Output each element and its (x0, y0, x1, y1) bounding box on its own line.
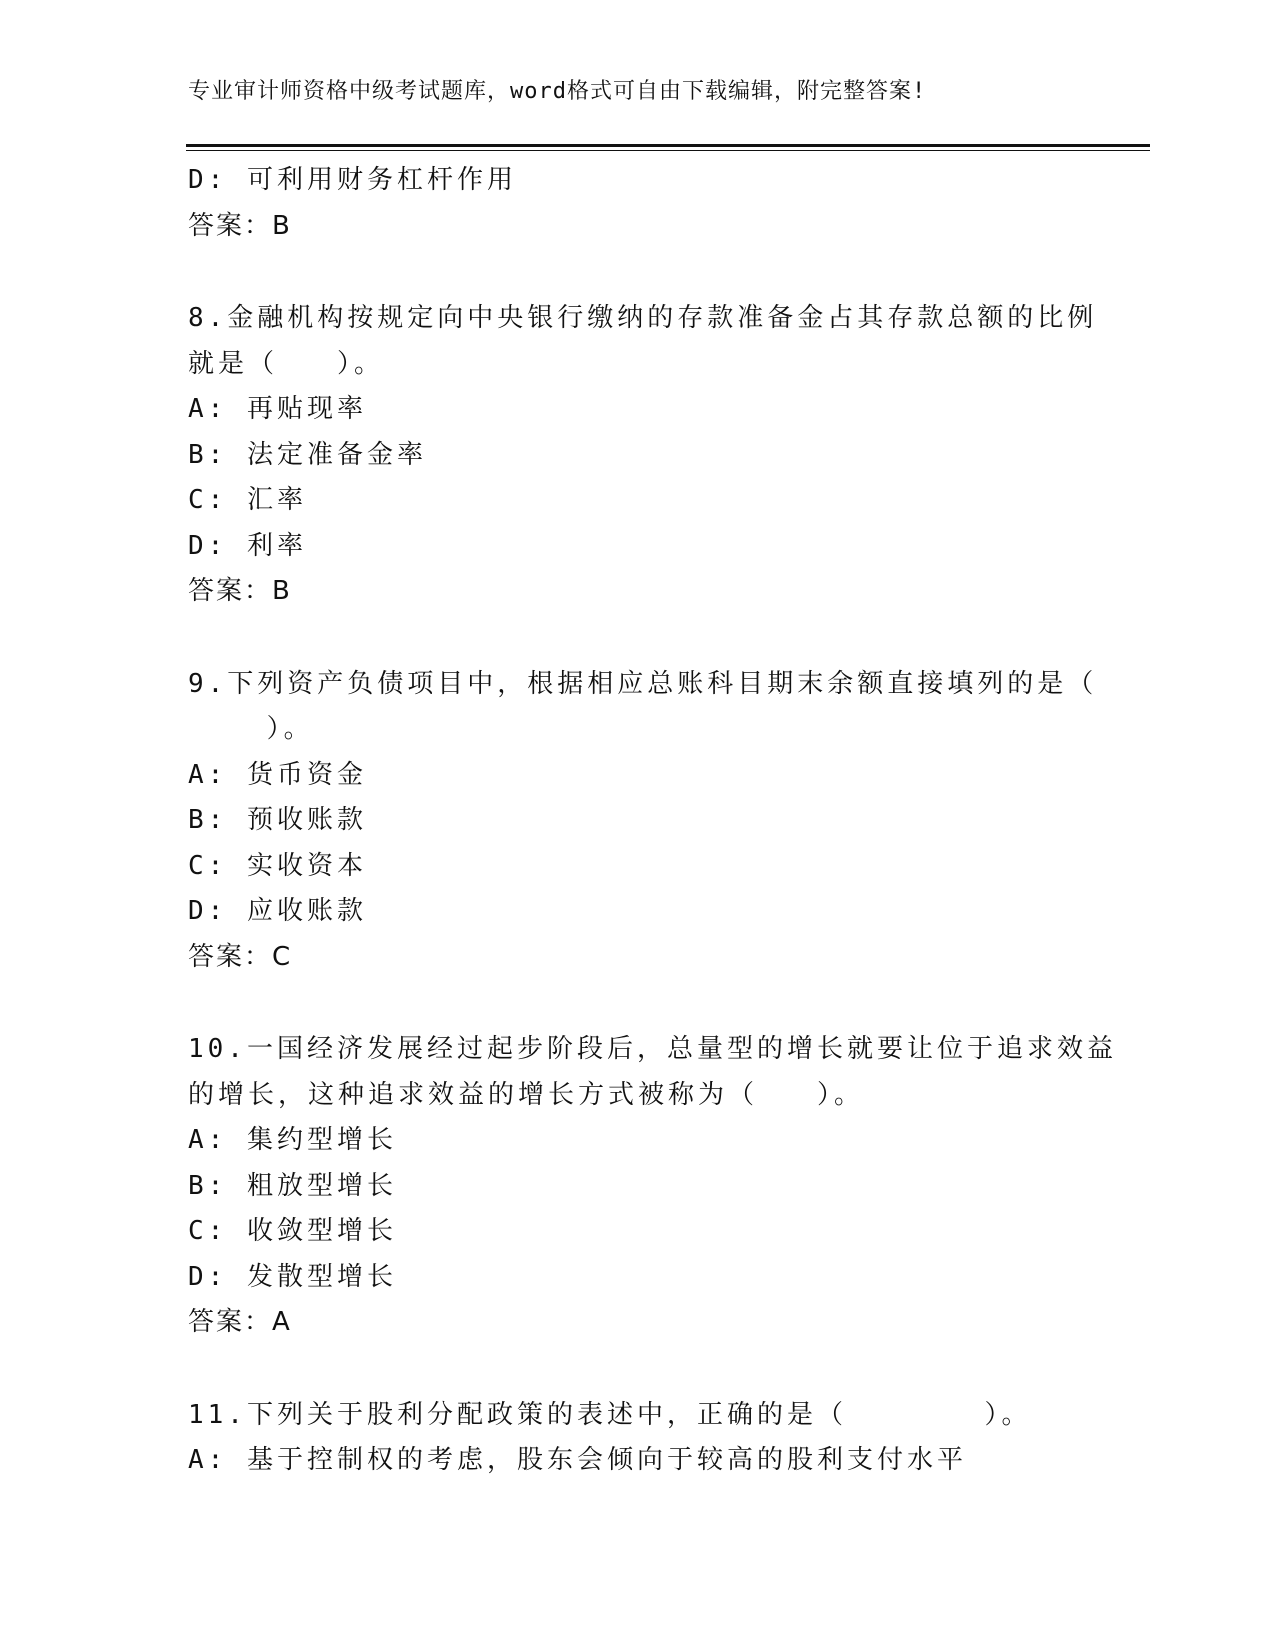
option-a: A: 集约型增长 (188, 1125, 397, 1155)
question-10 (188, 1027, 1117, 1346)
answer: 答案：B (188, 576, 292, 606)
option-d: D: 发散型增长 (188, 1261, 397, 1292)
spacer (188, 249, 1088, 296)
prev-answer: 答案：B (188, 210, 292, 241)
question-text: 8.金融机构按规定向中央银行缴纳的存款准备金占其存款总额的比例 (188, 303, 1098, 333)
option-c: C: 实收资本 (188, 850, 367, 881)
question-text: 的增长，这种追求效益的增长方式被称为（ ）。 (188, 1079, 864, 1110)
spacer (188, 1346, 1088, 1393)
option-c: C: 汇率 (188, 485, 307, 515)
option-b: B: 预收账款 (188, 805, 367, 835)
page-header: 专业审计师资格中级考试题库，word格式可自由下载编辑，附完整答案! (188, 79, 927, 104)
option-c: C: 收敛型增长 (188, 1216, 397, 1246)
option-d: D: 利率 (188, 530, 307, 561)
question-text: 10.一国经济发展经过起步阶段后，总量型的增长就要让位于追求效益 (188, 1034, 1117, 1064)
question-text: 9.下列资产负债项目中，根据相应总账科目期末余额直接填列的是（ (188, 668, 1098, 699)
option-d: D: 应收账款 (188, 896, 367, 926)
answer: 答案：C (188, 941, 293, 972)
option-a: A: 再贴现率 (188, 394, 367, 424)
option-b: B: 粗放型增长 (188, 1170, 397, 1201)
option-a: A: 基于控制权的考虑，股东会倾向于较高的股利支付水平 (188, 1445, 967, 1475)
header-rule-thin (186, 150, 1150, 151)
question-text: ）。 (188, 714, 314, 744)
question-text: 11.下列关于股利分配政策的表述中，正确的是（ ）。 (188, 1399, 1032, 1430)
option-b: B: 法定准备金率 (188, 439, 427, 470)
spacer (188, 980, 1088, 1027)
answer: 答案：A (188, 1307, 292, 1337)
option-a: A: 货币资金 (188, 759, 367, 790)
question-text: 就是（ ）。 (188, 348, 384, 379)
spacer (188, 615, 1088, 662)
document-body (188, 158, 1117, 1484)
question-8 (188, 296, 1098, 615)
question-11 (188, 1393, 1088, 1484)
prev-option-d: D: 可利用财务杠杆作用 (188, 165, 517, 195)
question-9 (188, 662, 1098, 981)
header-rule-thick (186, 144, 1150, 147)
